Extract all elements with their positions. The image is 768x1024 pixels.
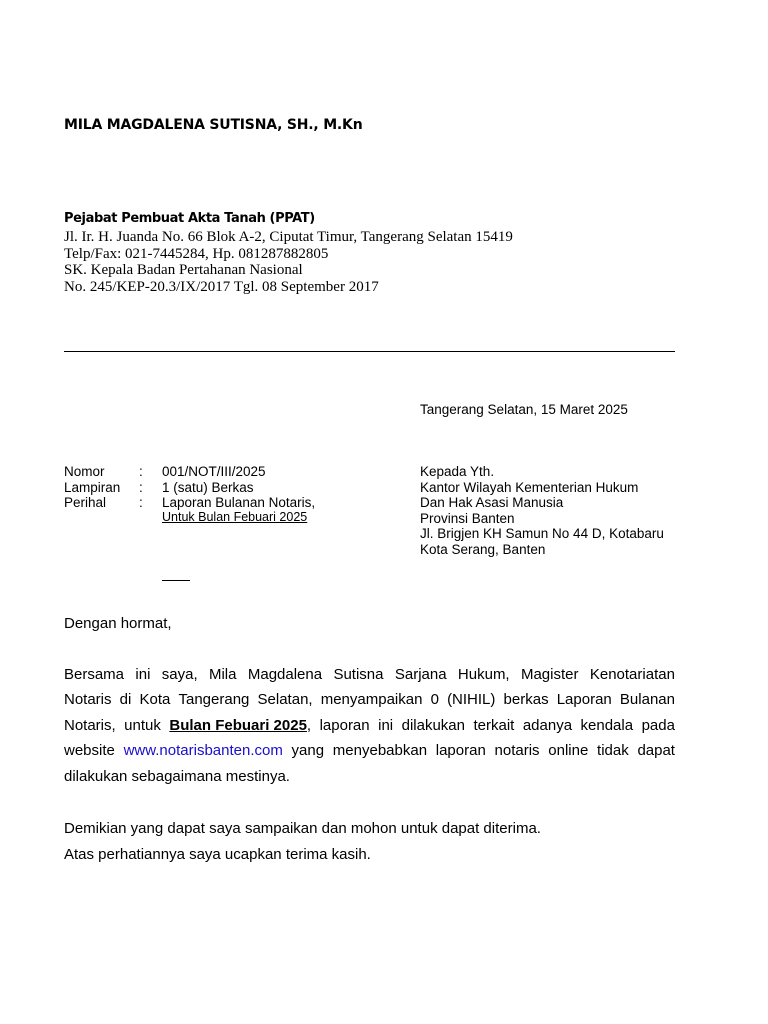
body-word: adanya	[522, 716, 573, 734]
meta-label: Lampiran	[64, 479, 121, 495]
meta-label: Nomor	[64, 464, 105, 479]
meta-separator: :	[139, 495, 143, 510]
comma: ,	[306, 716, 312, 734]
body-word: menyampaikan	[320, 691, 423, 709]
body-line-3	[64, 713, 675, 738]
body-paragraph	[64, 662, 675, 789]
body-word: terkait	[473, 716, 515, 734]
body-word: kendala	[580, 716, 634, 734]
meta-label: Perihal	[64, 495, 107, 510]
recipient-line: Kota Serang, Banten	[420, 541, 546, 557]
body-line-2	[64, 687, 675, 712]
meta-value: Laporan Bulanan Notaris,	[162, 495, 316, 510]
body-word: laporan	[319, 716, 370, 734]
header-divider	[64, 351, 675, 352]
bold-month: Bulan Febuari 2025	[169, 716, 307, 734]
body-word: 0	[430, 691, 439, 709]
body-word: saya,	[161, 666, 198, 683]
meta-separator: :	[139, 479, 143, 495]
recipient-line: Jl. Brigjen KH Samun No 44 D, Kotabaru	[420, 526, 664, 541]
body-word: Selatan,	[257, 691, 313, 709]
letter-date: Tangerang Selatan, 15 Maret 2025	[420, 402, 628, 417]
body-word: pada	[641, 716, 675, 734]
body-word: Tangerang	[178, 691, 250, 709]
recipient-line: Kantor Wilayah Kementerian Hukum	[420, 479, 639, 495]
body-word: Notaris	[64, 691, 112, 709]
meta-value: 001/NOT/III/2025	[162, 464, 266, 479]
meta-separator: :	[139, 464, 143, 479]
body-word: tidak	[597, 742, 629, 760]
perihal-subtitle: Untuk Bulan Febuari 2025	[162, 510, 308, 524]
body-word: laporan	[435, 742, 486, 760]
body-word: Bulanan	[619, 691, 675, 709]
body-word: (NIHIL)	[447, 691, 496, 709]
office-details	[64, 229, 513, 295]
body-word: Magister	[520, 666, 579, 683]
closing-line: Atas perhatiannya saya ucapkan terima kasih.	[64, 846, 371, 863]
body-word: Sarjana	[394, 666, 447, 683]
closing-line: Demikian yang dapat saya sampaikan dan mohon untuk dapat diterima.	[64, 820, 541, 837]
closing-block	[64, 816, 541, 868]
body-word: Magdalena	[247, 666, 323, 683]
office-address: Jl. Ir. H. Juanda No. 66 Blok A-2, Ciputat Timur, Tangerang Selatan 15419	[64, 229, 513, 245]
bold-month-group	[169, 713, 311, 738]
body-word: notaris	[494, 742, 540, 760]
website-link[interactable]: www.notarisbanten.com	[123, 742, 283, 760]
body-word: online	[548, 742, 589, 760]
recipient-line: Dan Hak Asasi Manusia	[420, 495, 564, 510]
body-word: menyebabkan	[332, 742, 428, 760]
body-word: Sutisna	[333, 666, 384, 683]
recipient-block	[420, 464, 664, 557]
office-title: Pejabat Pembuat Akta Tanah (PPAT)	[64, 211, 315, 226]
body-word: ini	[378, 716, 394, 734]
body-word: di	[119, 691, 132, 709]
office-sk-number: No. 245/KEP-20.3/IX/2017 Tgl. 08 September 2017	[64, 278, 379, 295]
body-word: berkas	[503, 691, 549, 709]
body-word: Bersama	[64, 666, 125, 683]
body-line-1	[64, 662, 675, 687]
body-word: untuk	[124, 716, 161, 734]
short-divider	[162, 580, 190, 581]
body-word: Kenotariatan	[589, 666, 675, 683]
body-word: ini	[135, 666, 151, 683]
body-word: Kota	[139, 691, 171, 709]
body-word: Laporan	[556, 691, 612, 709]
recipient-line: Provinsi Banten	[420, 510, 515, 526]
body-word: yang	[291, 742, 325, 760]
office-phone: Telp/Fax: 021-7445284, Hp. 081287882805	[64, 245, 329, 262]
meta-value: 1 (satu) Berkas	[162, 479, 254, 495]
body-line-5: dilakukan sebagaimana mestinya.	[64, 767, 290, 785]
body-word: Mila	[208, 666, 237, 683]
body-line-4	[64, 738, 675, 763]
body-word: dilakukan	[401, 716, 465, 734]
greeting: Dengan hormat,	[64, 615, 172, 632]
body-word: Notaris,	[64, 716, 116, 734]
recipient-line: Kepada Yth.	[420, 464, 495, 479]
notary-name: MILA MAGDALENA SUTISNA, SH., M.Kn	[64, 117, 363, 133]
office-sk: SK. Kepala Badan Pertahanan Nasional	[64, 262, 303, 279]
body-word: website	[64, 742, 115, 760]
body-word: dapat	[637, 742, 675, 760]
body-word: Hukum,	[457, 666, 510, 683]
